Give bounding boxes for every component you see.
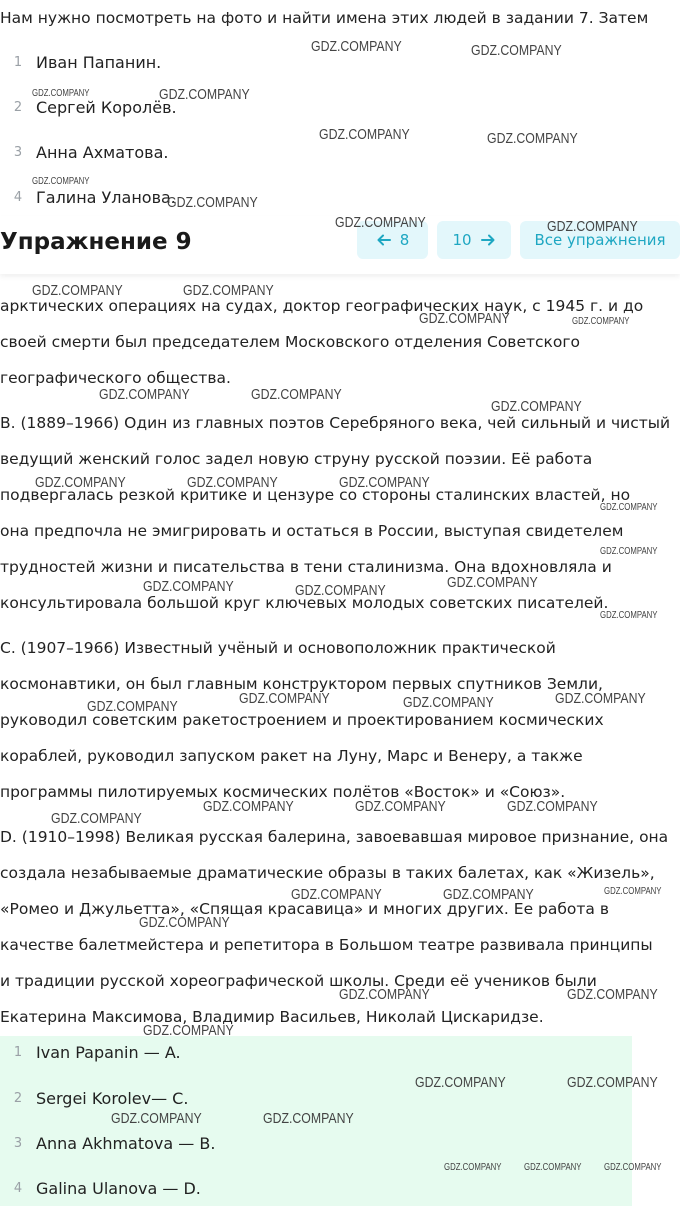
watermark: GDZ.COMPANY	[600, 610, 658, 621]
all-exercises-button[interactable]	[520, 221, 680, 259]
watermark: GDZ.COMPANY	[600, 546, 658, 557]
answer-number: 1	[13, 1044, 23, 1060]
watermark: GDZ.COMPANY	[600, 502, 658, 513]
watermark: GDZ.COMPANY	[251, 386, 342, 403]
text-line: географического общества.	[0, 369, 231, 387]
list-item-text: Анна Ахматова.	[36, 142, 169, 162]
watermark: GDZ.COMPANY	[443, 886, 534, 903]
watermark: GDZ.COMPANY	[487, 130, 578, 147]
watermark: GDZ.COMPANY	[35, 474, 126, 491]
answer-text: Anna Akhmatova — B.	[36, 1133, 216, 1153]
watermark: GDZ.COMPANY	[444, 1162, 502, 1173]
watermark: GDZ.COMPANY	[143, 1022, 234, 1039]
watermark: GDZ.COMPANY	[32, 176, 90, 187]
text-line: «Ромео и Джульетта», «Спящая красавица» и многих других. Ее работа в	[0, 900, 609, 918]
exercise-title: Упражнение 9	[0, 229, 192, 255]
list-item-text: Сергей Королёв.	[36, 97, 177, 117]
watermark: GDZ.COMPANY	[524, 1162, 582, 1173]
text-line: и традиции русской хореографической школы. Среди её учеников были	[0, 972, 597, 990]
answer-item	[0, 1086, 188, 1110]
watermark: GDZ.COMPANY	[339, 474, 430, 491]
exercise-header	[0, 216, 680, 274]
prev-exercise-label: 8	[399, 231, 410, 249]
text-line: руководил советским ракетостроением и проектированием космических	[0, 711, 604, 729]
watermark: GDZ.COMPANY	[263, 1110, 354, 1127]
watermark: GDZ.COMPANY	[335, 214, 426, 231]
watermark: GDZ.COMPANY	[32, 88, 90, 99]
next-exercise-button[interactable]	[437, 221, 511, 259]
list-item	[0, 185, 176, 209]
watermark: GDZ.COMPANY	[183, 282, 274, 299]
watermark: GDZ.COMPANY	[99, 386, 190, 403]
watermark: GDZ.COMPANY	[567, 986, 658, 1003]
watermark: GDZ.COMPANY	[187, 474, 278, 491]
intro-text: Нам нужно посмотреть на фото и найти имена этих людей в задании 7. Затем	[0, 9, 649, 27]
list-item-text: Галина Уланова.	[36, 187, 176, 207]
arrow-left-icon	[376, 232, 392, 248]
text-line: качестве балетмейстера и репетитора в Большом театре развивала принципы	[0, 936, 653, 954]
text-line: B. (1889–1966) Один из главных поэтов Серебряного века, чей сильный и чистый	[0, 414, 671, 432]
text-line: своей смерти был председателем Московского отделения Советского	[0, 333, 581, 351]
text-line: арктических операциях на судах, доктор географических наук, с 1945 г. и до	[0, 297, 644, 315]
watermark: GDZ.COMPANY	[555, 690, 646, 707]
watermark: GDZ.COMPANY	[419, 310, 510, 327]
text-line: подвергалась резкой критике и цензуре со стороны сталинских властей, но	[0, 486, 631, 504]
watermark: GDZ.COMPANY	[291, 886, 382, 903]
list-item-number: 4	[13, 189, 23, 205]
list-item-number: 1	[13, 54, 23, 70]
watermark: GDZ.COMPANY	[32, 282, 123, 299]
list-item	[0, 95, 177, 119]
text-line: кораблей, руководил запуском ракет на Луну, Марс и Венеру, а также	[0, 747, 583, 765]
watermark: GDZ.COMPANY	[572, 316, 630, 327]
list-item-number: 2	[13, 99, 23, 115]
watermark: GDZ.COMPANY	[471, 42, 562, 59]
text-line: Екатерина Максимова, Владимир Васильев, Николай Цискаридзе.	[0, 1008, 544, 1026]
prev-exercise-button[interactable]	[357, 221, 428, 259]
answer-item	[0, 1040, 181, 1064]
watermark: GDZ.COMPANY	[111, 1110, 202, 1127]
arrow-right-icon	[480, 232, 496, 248]
watermark: GDZ.COMPANY	[143, 578, 234, 595]
watermark: GDZ.COMPANY	[507, 798, 598, 815]
answer-item	[0, 1176, 201, 1200]
list-item	[0, 50, 161, 74]
watermark: GDZ.COMPANY	[139, 914, 230, 931]
watermark: GDZ.COMPANY	[403, 694, 494, 711]
answer-item	[0, 1131, 215, 1155]
watermark: GDZ.COMPANY	[319, 126, 410, 143]
answer-number: 2	[13, 1090, 23, 1106]
next-exercise-label: 10	[452, 231, 472, 249]
text-line: программы пилотируемых космических полётов «Восток» и «Союз».	[0, 783, 566, 801]
watermark: GDZ.COMPANY	[355, 798, 446, 815]
answer-number: 3	[13, 1135, 23, 1151]
watermark: GDZ.COMPANY	[311, 38, 402, 55]
watermark: GDZ.COMPANY	[87, 698, 178, 715]
watermark: GDZ.COMPANY	[295, 582, 386, 599]
watermark: GDZ.COMPANY	[239, 690, 330, 707]
watermark: GDZ.COMPANY	[567, 1074, 658, 1091]
watermark: GDZ.COMPANY	[447, 574, 538, 591]
text-line: создала незабываемые драматические образы в таких балетах, как «Жизель»,	[0, 864, 655, 882]
text-line: D. (1910–1998) Великая русская балерина, завоевавшая мировое признание, она	[0, 828, 669, 846]
watermark: GDZ.COMPANY	[415, 1074, 506, 1091]
watermark: GDZ.COMPANY	[159, 86, 250, 103]
watermark: GDZ.COMPANY	[167, 194, 258, 211]
text-line: космонавтики, он был главным конструктором первых спутников Земли,	[0, 675, 603, 693]
watermark: GDZ.COMPANY	[339, 986, 430, 1003]
watermark: GDZ.COMPANY	[203, 798, 294, 815]
watermark: GDZ.COMPANY	[547, 218, 638, 235]
list-item	[0, 140, 168, 164]
list-item-text: Иван Папанин.	[36, 52, 162, 72]
text-line: она предпочла не эмигрировать и остаться в России, выступая свидетелем	[0, 522, 624, 540]
answer-number: 4	[13, 1180, 23, 1196]
text-line: C. (1907–1966) Известный учёный и основоположник практической	[0, 639, 556, 657]
watermark: GDZ.COMPANY	[51, 810, 142, 827]
list-item-number: 3	[13, 144, 23, 160]
watermark: GDZ.COMPANY	[604, 886, 662, 897]
watermark: GDZ.COMPANY	[604, 1162, 662, 1173]
text-line: трудностей жизни и писательства в тени сталинизма. Она вдохновляла и	[0, 558, 612, 576]
watermark: GDZ.COMPANY	[491, 398, 582, 415]
answer-text: Sergei Korolev— C.	[36, 1088, 189, 1108]
text-line: ведущий женский голос задел новую струну русской поэзии. Её работа	[0, 450, 593, 468]
text-line: консультировала большой круг ключевых молодых советских писателей.	[0, 594, 609, 612]
all-exercises-label: Все упражнения	[534, 231, 666, 249]
answer-text: Galina Ulanova — D.	[36, 1178, 201, 1198]
answer-text: Ivan Papanin — A.	[36, 1042, 181, 1062]
